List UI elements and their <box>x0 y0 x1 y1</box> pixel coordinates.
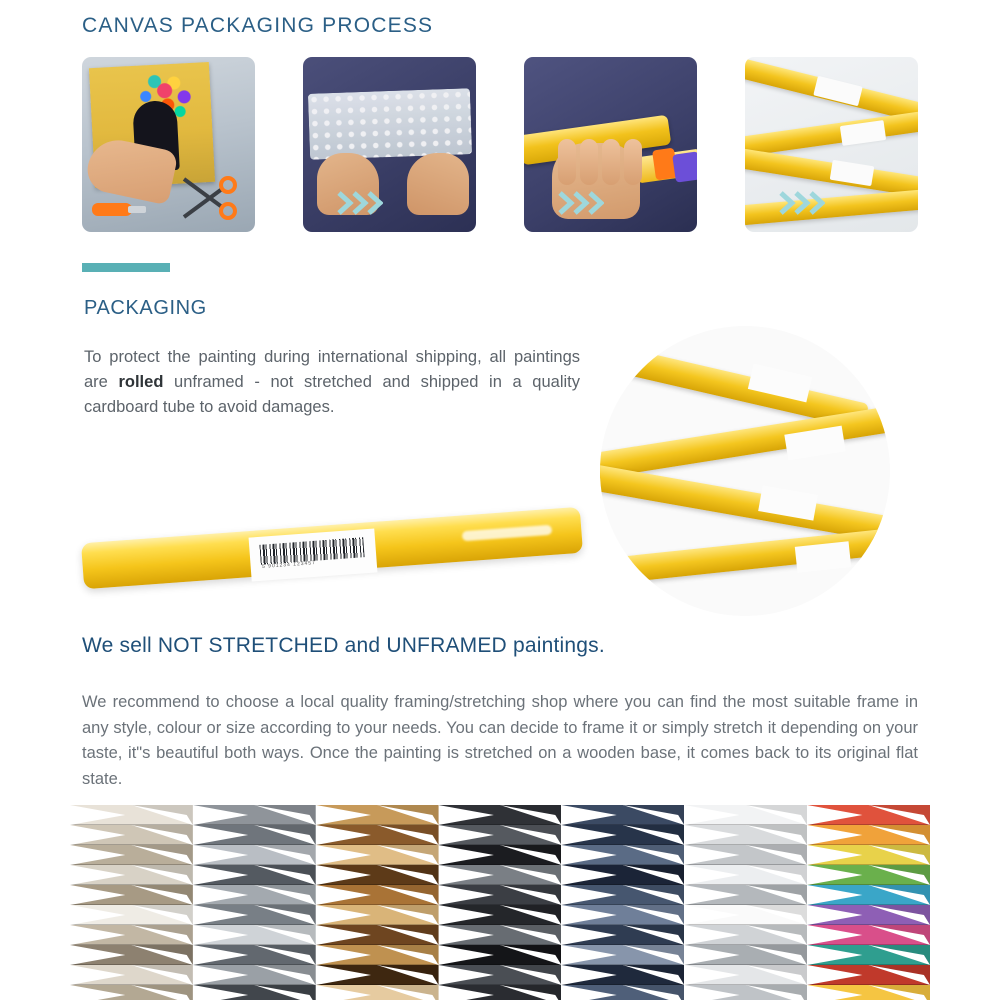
process-photo-tubes-ready <box>745 57 918 232</box>
packaging-body <box>84 345 580 420</box>
tube-closeup-circle-photo <box>600 326 890 616</box>
frame-column-brown-gold <box>316 805 439 1000</box>
page-margin-right <box>930 0 1000 1000</box>
cutter-icon <box>90 193 148 225</box>
process-photo-cut-canvas <box>82 57 255 232</box>
page-margin-left <box>0 0 70 1000</box>
teal-divider <box>82 263 170 272</box>
barcode-number: 5 901234 123457 <box>261 560 317 570</box>
chevron-right-arrow-icon <box>558 191 604 215</box>
rolled-canvas-tube-photo <box>82 495 602 615</box>
packaging-body-part2: unframed - not stretched and shipped in a quality cardboard tube to avoid damages. <box>84 373 580 416</box>
frame-samples-strip <box>70 805 930 1000</box>
frame-column-multicolour <box>807 805 930 1000</box>
frame-column-blue-navy <box>561 805 684 1000</box>
chevron-right-arrow-icon <box>779 191 825 215</box>
process-heading: CANVAS PACKAGING PROCESS <box>82 14 434 37</box>
chevron-right-arrow-icon <box>337 191 383 215</box>
process-photo-insert-tube <box>524 57 697 232</box>
process-photo-strip <box>82 57 918 232</box>
recommendation-paragraph: We recommend to choose a local quality framing/stretching shop where you can find the most suitable frame in any style, colour or size according to your needs. You can decide to frame it or simply stretch it depending on your taste, it"s beautiful both ways. Once the painting is stretched on a wooden base, it comes back to its original flat state. <box>82 693 918 788</box>
frame-column-dark-black <box>439 805 562 1000</box>
packaging-body-emphasis: rolled <box>118 373 164 391</box>
process-photo-wrap-canvas <box>303 57 476 232</box>
packaging-heading: PACKAGING <box>84 297 207 319</box>
frame-column-natural-wood <box>70 805 193 1000</box>
sell-headline: We sell NOT STRETCHED and UNFRAMED paintings. <box>82 634 605 657</box>
frame-column-white-grey <box>684 805 807 1000</box>
frame-column-grey-silver <box>193 805 316 1000</box>
scissors-icon <box>178 173 242 225</box>
packaging-body-part1: To protect the painting during international shipping, all paintings are <box>84 348 580 391</box>
